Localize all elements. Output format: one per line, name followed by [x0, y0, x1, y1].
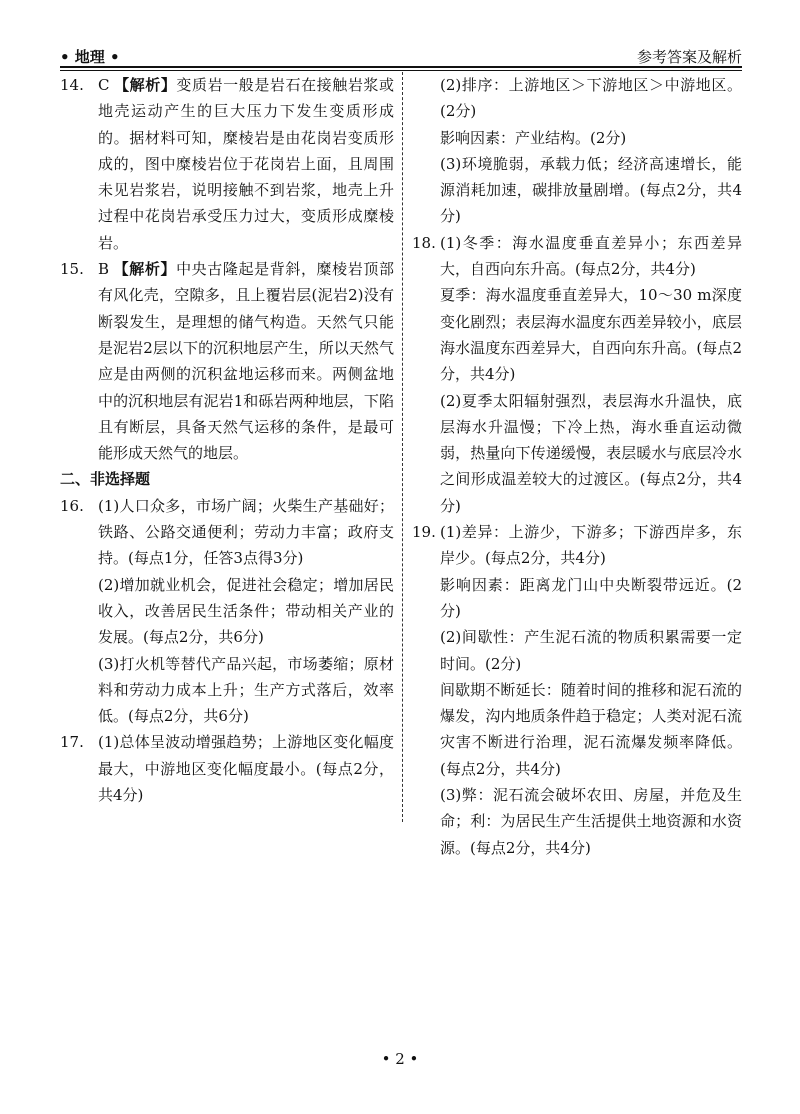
question-body: [98, 729, 394, 808]
analysis-tag: 【解析】: [113, 76, 177, 94]
question-19: [412, 519, 742, 861]
question-number: 14.: [60, 76, 84, 94]
header-rule-thick: [60, 66, 742, 68]
answer-paragraph: (1)差异：上游少，下游多；下游西岸多，东岸少。(每点2分，共4分): [440, 523, 742, 568]
answer-paragraph: (2)夏季太阳辐射强烈，表层海水升温快，底层海水升温慢；下冷上热，海水垂直运动微弱，热量向下传递缓慢，表层暖水与底层冷水之间形成温差较大的过渡区。(每点2分，共4分): [440, 391, 742, 515]
answer-paragraph: (1)冬季：海水温度垂直差异小；东西差异大，自西向东升高。(每点2分，共4分): [440, 233, 742, 279]
answer-paragraph: 夏季：海水温度垂直差异大，10～30 m深度变化剧烈；表层海水温度东西差异较小，底层海水温度东西差异大，自西向东升高。(每点2分，共4分): [440, 286, 742, 384]
right-column: [412, 72, 742, 861]
column-divider: [402, 72, 403, 822]
answer-paragraph: (3)打火机等替代产品兴起，市场萎缩；原材料和劳动力成本上升；生产方式落后，效率低。(每点2分，共6分): [98, 654, 394, 726]
question-body: [98, 493, 394, 730]
question-16: [60, 493, 394, 730]
question-number: 17.: [60, 733, 84, 752]
answer-paragraph: (2)排序：上游地区＞下游地区＞中游地区。(2分): [440, 76, 742, 121]
question-body: [440, 230, 742, 519]
left-column: [60, 72, 394, 808]
question-number: 19.: [412, 523, 436, 542]
question-body: [98, 256, 394, 466]
subject-label: • 地理 •: [60, 48, 120, 66]
answer-paragraph: (2)增加就业机会，促进社会稳定；增加居民收入，改善居民生活条件；带动相关产业的发展。(每点2分，共6分): [98, 575, 394, 647]
answer-paragraph: (2)间歇性：产生泥石流的物质积累需要一定时间。(2分): [440, 628, 742, 673]
header-rule-thin: [60, 70, 742, 71]
question-body: [98, 72, 394, 256]
section-title: 二、非选择题: [60, 470, 151, 489]
question-number: 15.: [60, 260, 84, 279]
question-number: 16.: [60, 496, 84, 515]
answer-paragraph: (3)弊：泥石流会破坏农田、房屋，并危及生命；利：为居民生产生活提供土地资源和水资源。(每点2分，共4分): [440, 786, 742, 857]
question-17: [60, 729, 394, 808]
answer-paragraph: (3)环境脆弱，承载力低；经济高速增长，能源消耗加速，碳排放量剧增。(每点2分，共4分): [440, 154, 742, 226]
answer-paragraph: (1)总体呈波动增强趋势；上游地区变化幅度最大，中游地区变化幅度最小。(每点2分，共4分): [98, 733, 394, 805]
analysis-text: 中央古隆起是背斜，糜棱岩顶部有风化壳，空隙多，且上覆岩层(泥岩2)没有断裂发生，是理想的储气构造。天然气只能是泥岩2层以下的沉积地层产生，所以天然气应是由两侧的沉积盆地运移而来。两侧盆地中的沉积地层有泥岩1和砾岩两种地层，下陷且有断层，具备天然气运移的条件，是最可能形成天然气的地层。: [98, 260, 394, 463]
question-15: [60, 256, 394, 466]
answer-paragraph: 间歇期不断延长：随着时间的推移和泥石流的爆发，沟内地质条件趋于稳定；人类对泥石流灾害不断进行治理，泥石流爆发频率降低。(每点2分，共4分): [440, 680, 742, 778]
answer-letter: C: [98, 76, 110, 94]
page-number: • 2 •: [381, 1050, 419, 1068]
answer-letter: B: [98, 260, 110, 279]
question-body: [440, 519, 742, 861]
question-18: [412, 230, 742, 519]
answer-paragraph: (1)人口众多，市场广阔；火柴生产基础好；铁路、公路交通便利；劳动力丰富；政府支持。(每点1分，任答3点得3分): [98, 496, 394, 568]
answer-paragraph: 影响因素：距离龙门山中央断裂带远近。(2分): [440, 575, 742, 620]
question-number: 18.: [412, 233, 436, 252]
analysis-tag: 【解析】: [113, 260, 177, 279]
question-14: [60, 72, 394, 256]
analysis-text: 变质岩一般是岩石在接触岩浆或地壳运动产生的巨大压力下发生变质形成的。据材料可知，糜棱岩是由花岗岩变质形成的，图中糜棱岩位于花岗岩上面，且周围未见岩浆岩，说明接触不到岩浆，地壳上升过程中花岗岩承受压力过大，变质形成糜棱岩。: [98, 76, 394, 252]
question-17-continued: [412, 72, 742, 230]
answer-paragraph: 影响因素：产业结构。(2分): [440, 128, 627, 147]
page-header: [60, 42, 742, 68]
doc-title: 参考答案及解析: [636, 48, 742, 66]
